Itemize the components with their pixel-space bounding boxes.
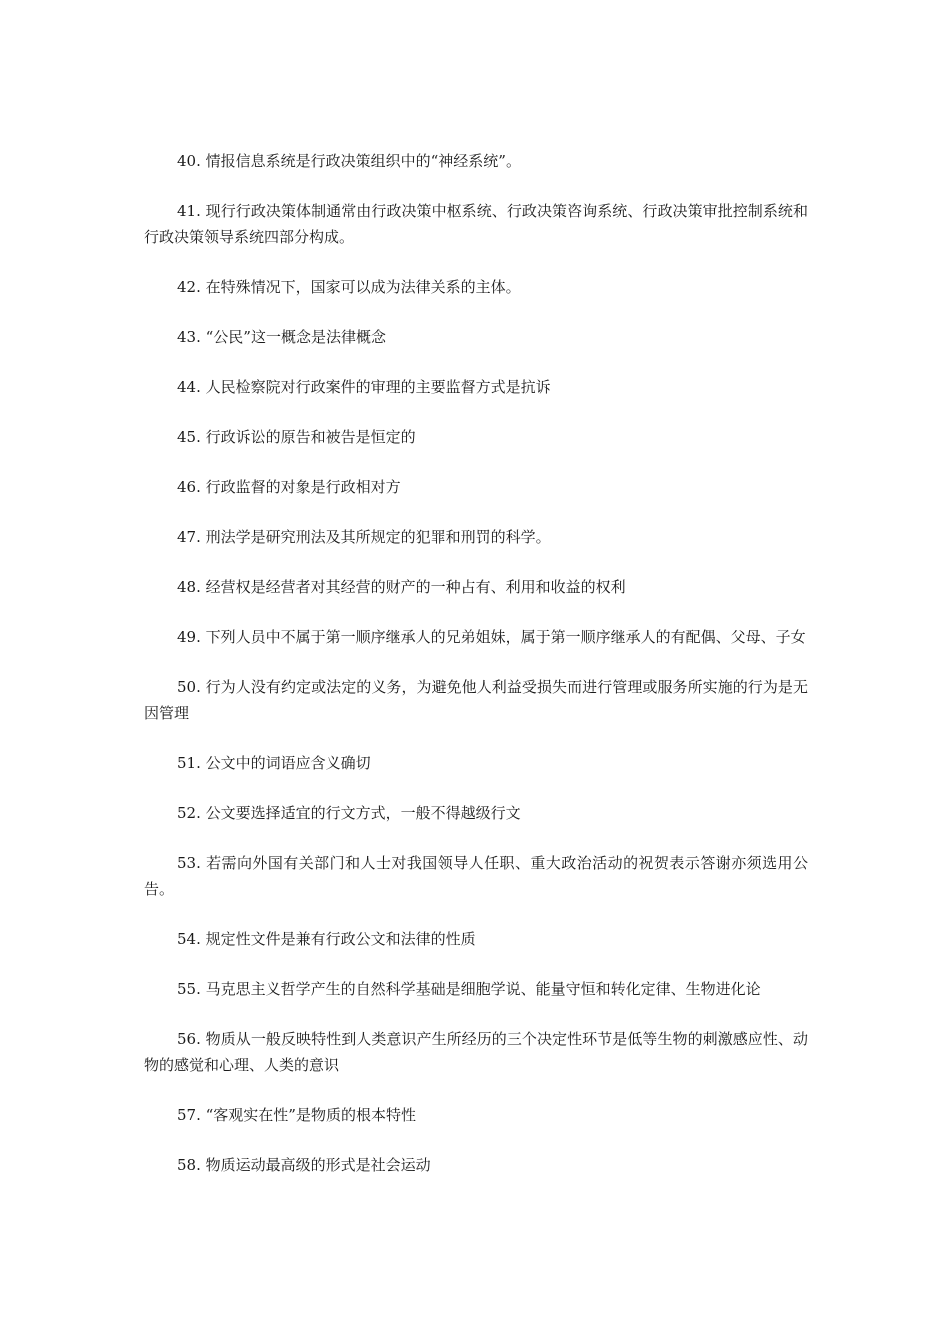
statement-46: 46. 行政监督的对象是行政相对方 bbox=[177, 478, 401, 496]
statement-57: 57. “客观实在性”是物质的根本特性 bbox=[177, 1106, 416, 1124]
statement-41: 41. 现行行政决策体制通常由行政决策中枢系统、行政决策咨询系统、行政决策审批控制系统和行政决策领导系统四部分构成。 bbox=[144, 202, 808, 246]
statement-51: 51. 公文中的词语应含义确切 bbox=[177, 754, 371, 772]
statement-55: 55. 马克思主义哲学产生的自然科学基础是细胞学说、能量守恒和转化定律、生物进化论 bbox=[177, 980, 761, 998]
statement-58: 58. 物质运动最高级的形式是社会运动 bbox=[177, 1156, 431, 1174]
statement-42: 42. 在特殊情况下，国家可以成为法律关系的主体。 bbox=[177, 278, 521, 296]
statement-50: 50. 行为人没有约定或法定的义务，为避免他人利益受损失而进行管理或服务所实施的行为是无因管理 bbox=[144, 678, 808, 722]
document-body bbox=[144, 148, 808, 1202]
statement-52: 52. 公文要选择适宜的行文方式，一般不得越级行文 bbox=[177, 804, 521, 822]
statement-43: 43. “公民”这一概念是法律概念 bbox=[177, 328, 386, 346]
statement-49: 49. 下列人员中不属于第一顺序继承人的兄弟姐妹，属于第一顺序继承人的有配偶、父母、子女 bbox=[177, 628, 806, 646]
statement-47: 47. 刑法学是研究刑法及其所规定的犯罪和刑罚的科学。 bbox=[177, 528, 551, 546]
statement-48: 48. 经营权是经营者对其经营的财产的一种占有、利用和收益的权利 bbox=[177, 578, 626, 596]
statement-44: 44. 人民检察院对行政案件的审理的主要监督方式是抗诉 bbox=[177, 378, 551, 396]
statement-40: 40. 情报信息系统是行政决策组织中的“神经系统”。 bbox=[177, 152, 521, 170]
statement-45: 45. 行政诉讼的原告和被告是恒定的 bbox=[177, 428, 416, 446]
statement-56: 56. 物质从一般反映特性到人类意识产生所经历的三个决定性环节是低等生物的刺激感应性、动物的感觉和心理、人类的意识 bbox=[144, 1030, 808, 1074]
statement-54: 54. 规定性文件是兼有行政公文和法律的性质 bbox=[177, 930, 476, 948]
statement-53: 53. 若需向外国有关部门和人士对我国领导人任职、重大政治活动的祝贺表示答谢亦须选用公告。 bbox=[144, 854, 808, 898]
